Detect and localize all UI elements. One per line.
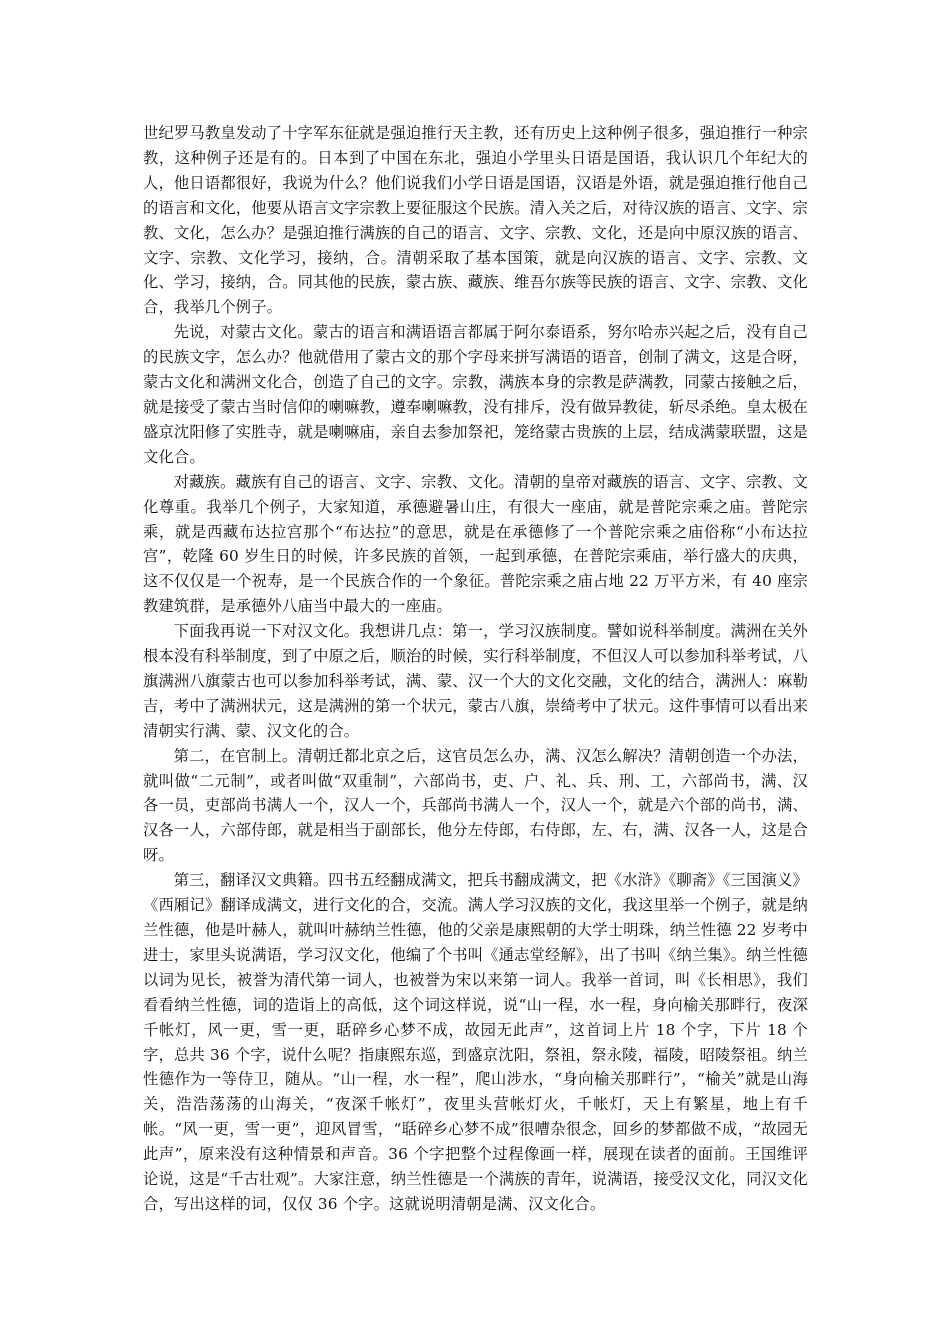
document-body [143, 121, 808, 1217]
paragraph-continuation: 世纪罗马教皇发动了十字军东征就是强迫推行天主教，还有历史上这种例子很多，强迫推行一种宗教，这种例子还是有的。日本到了中国在东北，强迫小学里头日语是国语，我认识几个年纪大的人，他日语都很好，我说为什么？他们说我们小学日语是国语，汉语是外语，就是强迫推行他自己的语言和文化，他要从语言文字宗教上要征服这个民族。清入关之后，对待汉族的语言、文字、宗教、文化，怎么办？是强迫推行满族的自己的语言、文字、宗教、文化，还是向中原汉族的语言、文字、宗教、文化学习，接纳，合。清朝采取了基本国策，就是向汉族的语言、文字、宗教、文化、学习，接纳，合。同其他的民族，蒙古族、藏族、维吾尔族等民族的语言、文字、宗教、文化合，我举几个例子。 [143, 124, 808, 317]
paragraph-tibetan-culture: 对藏族。藏族有自己的语言、文字、宗教、文化。清朝的皇帝对藏族的语言、文字、宗教、文化尊重。我举几个例子，大家知道，承德避暑山庄，有很大一座庙，就是普陀宗乘之庙。普陀宗乘，就是西藏布达拉宫那个“布达拉”的意思，就是在承德修了一个普陀宗乘之庙俗称“小布达拉宫”，乾隆 60 岁生日的时候，许多民族的首领，一起到承德，在普陀宗乘庙，举行盛大的庆典，这不仅仅是一个祝寿，是一个民族合作的一个象征。普陀宗乘之庙占地 22 万平方米，有 40 座宗教建筑群，是承德外八庙当中最大的一座庙。 [143, 472, 808, 616]
paragraph-official-system: 第二，在官制上。清朝迁都北京之后，这官员怎么办，满、汉怎么解决？清朝创造一个办法，就叫做“二元制”，或者叫做“双重制”，六部尚书，吏、户、礼、兵、刑、工，六部尚书，满、汉各一员，吏部尚书满人一个，汉人一个，兵部尚书满人一个，汉人一个，就是六个部的尚书，满、汉各一人，六部侍郎，就是相当于副部长，他分左侍郎，右侍郎，左、右，满、汉各一人，这是合呀。 [143, 746, 808, 865]
paragraph-mongol-culture: 先说，对蒙古文化。蒙古的语言和满语语言都属于阿尔泰语系，努尔哈赤兴起之后，没有自己的民族文字，怎么办？他就借用了蒙古文的那个字母来拼写满语的语音，创制了满文，这是合呀，蒙古文化和满洲文化合，创造了自己的文字。宗教，满族本身的宗教是萨满教，同蒙古接触之后，就是接受了蒙古当时信仰的喇嘛教，遵奉喇嘛教，没有排斥，没有做异教徒，斩尽杀绝。皇太极在盛京沈阳修了实胜寺，就是喇嘛庙，亲自去参加祭祀，笼络蒙古贵族的上层，结成满蒙联盟，这是文化合。 [143, 323, 808, 466]
paragraph-han-culture-exam-system: 下面我再说一下对汉文化。我想讲几点：第一，学习汉族制度。譬如说科举制度。满洲在关外根本没有科举制度，到了中原之后，顺治的时候，实行科举制度，不但汉人可以参加科举考试，八旗满洲八旗蒙古也可以参加科举考试，满、蒙、汉一个大的文化交融，文化的结合，满洲人：麻勒吉，考中了满洲状元，这是满洲的第一个状元，蒙古八旗，崇绮考中了状元。这件事情可以看出来清朝实行满、蒙、汉文化的合。 [143, 622, 808, 740]
paragraph-translation-nalan-xingde: 第三，翻译汉文典籍。四书五经翻成满文，把兵书翻成满文，把《水浒》《聊斋》《三国演义》《西厢记》翻译成满文，进行文化的合，交流。满人学习汉族的文化，我这里举一个例子，就是纳兰性德，他是叶赫人，就叫叶赫纳兰性德，他的父亲是康熙朝的大学士明珠，纳兰性德 22 岁考中进士，家里头说满语，学习汉文化，他编了个书叫《通志堂经解》，出了书叫《纳兰集》。纳兰性德以词为见长，被誉为清代第一词人，也被誉为宋以来第一词人。我举一首词，叫《长相思》，我们看看纳兰性德，词的造诣上的高低，这个词这样说，说“山一程，水一程，身向榆关那畔行，夜深千帐灯，风一更，雪一更，聒碎乡心梦不成，故园无此声”，这首词上片 18 个字，下片 18 个字，总共 36 个字，说什么呢？指康熙东巡，到盛京沈阳，祭祖，祭永陵，福陵，昭陵祭祖。纳兰性德作为一等侍卫，随从。“山一程，水一程”，爬山涉水，“身向榆关那畔行”，“榆关”就是山海关，浩浩荡荡的山海关，“夜深千帐灯”，夜里头营帐灯火，千帐灯，天上有繁星，地上有千帐。“风一更，雪一更”，迎风冒雪，“聒碎乡心梦不成”很嘈杂很念，回乡的梦都做不成，“故园无此声”，原来没有这种情景和声音。36 个字把整个过程像画一样，展现在读者的面前。王国维评论说，这是“千古壮观”。大家注意，纳兰性德是一个满族的青年，说满语，接受汉文化，同汉文化合，写出这样的词，仅仅 36 个字。这就说明清朝是满、汉文化合。 [143, 871, 808, 1213]
